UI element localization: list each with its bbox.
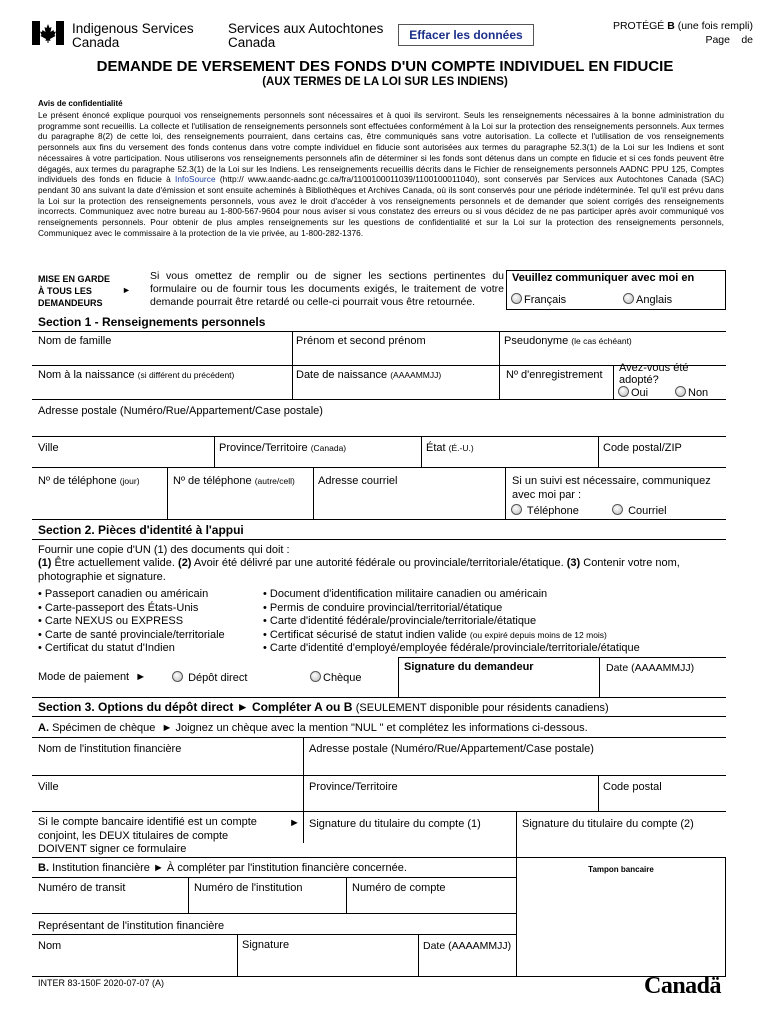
section2-criteria: (1) Être actuellement valide. (2) Avoir été délivré par une autorité fédérale ou provinciale/territoriale/étatique. (3) Contenir votre nom, photographie et signature. [38, 557, 680, 583]
province-field[interactable]: Province/Territoire (Canada) [219, 442, 347, 454]
list-item: • Passeport canadien ou américain [38, 588, 225, 602]
org-name-fr: Services aux Autochtones Canada [228, 21, 384, 50]
language-label: Veuillez communiquer avec moi en [512, 272, 695, 284]
section2-title: Section 2. Pièces d'identité à l'appui [38, 523, 244, 537]
radio-button-icon[interactable] [618, 386, 629, 397]
list-item: • Carte d'identité d'employé/employée fédérale/provinciale/territoriale/étatique [263, 642, 640, 656]
institution-city-field[interactable]: Ville [38, 781, 59, 793]
canada-wordmark-logo: Canadä [644, 973, 722, 999]
registration-number-field[interactable]: Nº d'enregistrement [506, 369, 603, 381]
adopted-no-option[interactable]: Non [675, 386, 708, 399]
list-item: • Permis de conduire provincial/territorial/étatique [263, 602, 640, 616]
last-name-field[interactable]: Nom de famille [38, 335, 112, 347]
form-subtitle: (AUX TERMES DE LA LOI SUR LES INDIENS) [262, 76, 508, 88]
language-en-option[interactable]: Anglais [623, 293, 672, 306]
id-list-left [38, 588, 225, 656]
arrow-icon: ► [122, 285, 131, 295]
phone-other-field[interactable]: Nº de téléphone (autre/cell) [173, 475, 295, 487]
rep-name-field[interactable]: Nom [38, 940, 62, 952]
account-number-field[interactable]: Numéro de compte [352, 882, 446, 894]
adopted-question: Avez-vous été adopté? [619, 362, 689, 386]
transit-number-field[interactable]: Numéro de transit [38, 882, 126, 894]
postal-code-field[interactable]: Code postal/ZIP [603, 442, 682, 454]
language-fr-option[interactable]: Français [511, 293, 566, 306]
radio-button-icon[interactable] [612, 504, 623, 515]
followup-phone-option[interactable]: Téléphone [511, 504, 579, 517]
radio-button-icon[interactable] [172, 671, 183, 682]
org-name-en: Indigenous Services Canada [72, 21, 194, 50]
list-item: • Certificat du statut d'Indien [38, 642, 225, 656]
form-number: INTER 83-150F 2020-07-07 (A) [38, 978, 165, 988]
city-field[interactable]: Ville [38, 442, 59, 454]
section1-title: Section 1 - Renseignements personnels [38, 315, 266, 329]
institution-address-field[interactable]: Adresse postale (Numéro/Rue/Appartement/Case postale) [309, 743, 594, 755]
section3-title: Section 3. Options du dépôt direct ► Compléter A ou B (SEULEMENT disponible pour résidents canadiens) [38, 700, 609, 714]
mailing-address-field[interactable]: Adresse postale (Numéro/Rue/Appartement/Case postale) [38, 405, 323, 417]
applicant-signature-field[interactable]: Signature du demandeur [404, 661, 534, 673]
list-item: • Certificat sécurisé de statut indien valide (ou expiré depuis moins de 12 mois) [263, 629, 640, 643]
list-item: • Document d'identification militaire canadien ou américain [263, 588, 640, 602]
adopted-yes-option[interactable]: Oui [618, 386, 648, 399]
option-b-label: B. Institution financière ► À compléter par l'institution financière concernée. [38, 862, 407, 874]
phone-day-field[interactable]: Nº de téléphone (jour) [38, 475, 140, 487]
signature-date-field[interactable]: Date (AAAAMMJJ) [606, 662, 695, 674]
list-item: • Carte de santé provinciale/territoriale [38, 629, 225, 643]
payment-direct-option[interactable]: Dépôt direct [172, 671, 247, 684]
privacy-notice: Le présent énoncé explique pourquoi vos renseignements personnels sont nécessaires et à quoi ils serviront. Seuls les renseignements nécessaires à la bonne administration du programme sont recueillis. La collecte et l'utilisation de renseignements personnels sont effectuées conformément à la Loi sur la protection des renseignements personnels. Aux termes du paragraphe 8(2) de cette loi, des renseignements pourraient, dans certains cas, être communiqués sans votre autorisation. La collecte et l'utilisation de vos renseignements personnels aux fins du versement des fonds contenus dans votre compte individuel en fiducie sont autorisées aux termes du paragraphe 52.3(1) de la Loi sur les Indiens et sont nécessaires à votre participation. Nous utiliserons vos renseignements personnels afin de déterminer si les fonds sont détenus dans un compte en fiducie et si ces fonds peuvent être dégagés, aux termes du paragraphe 52.3(1) de la Loi sur les Indiens. Les renseignements recueillis décrits dans le Fichier de renseignements personnels AADNC PPU 125, Comptes individuels des fonds en fiducie à InfoSource (http:// www.aandc-aadnc.gc.ca/fra/1100100011039/1100100011040), sont conservés par Services aux Autochtones Canada (SAC) pendant 30 ans suivant la date d'émission et sont ensuite acheminés à Bibliothèques et Archives Canada, où ils sont conservés pour une période indéterminée. Tel qu'il est prévu dans la Loi sur la protection des renseignements personnels, vous avez le droit d'accéder à vos renseignements personnels et de demander que soient corrigés des renseignements incorrects. Communiquez avec notre bureau au 1-800-567-9604 pour nous aviser si vous constatez des erreurs ou si vous décidez de ne pas participer après avoir communiqué vos renseignements personnels. Pour obtenir de plus amples renseignements sur les questions de confidentialité et sur la Loi sur la protection des renseignements personnels, Communiquez avec le commissaire à la protection de la vie privée, au 1-800-282-1376. [38, 110, 724, 238]
followup-email-option[interactable]: Courriel [612, 504, 667, 517]
radio-button-icon[interactable] [310, 671, 321, 682]
page-label: Page [705, 34, 730, 46]
rep-signature-field[interactable]: Signature [242, 939, 290, 951]
institution-name-field[interactable]: Nom de l'institution financière [38, 743, 182, 755]
radio-button-icon[interactable] [623, 293, 634, 304]
pseudonym-field[interactable]: Pseudonyme (le cas échéant) [504, 335, 632, 347]
arrow-icon: ► [289, 817, 300, 829]
protected-label: PROTÉGÉ B (une fois rempli) [612, 20, 753, 32]
institution-number-field[interactable]: Numéro de l'institution [194, 882, 303, 894]
page-of: de [741, 34, 753, 46]
list-item: • Carte d'identité fédérale/provinciale/territoriale/étatique [263, 615, 640, 629]
form-title: DEMANDE DE VERSEMENT DES FONDS D'UN COMPTE INDIVIDUEL EN FIDUCIE [96, 58, 674, 75]
canada-flag-icon [32, 21, 64, 45]
radio-button-icon[interactable] [511, 293, 522, 304]
birth-name-field[interactable]: Nom à la naissance (si différent du précédent) [38, 369, 235, 381]
list-item: • Carte NEXUS ou EXPRESS [38, 615, 225, 629]
infosource-link[interactable]: InfoSource [174, 174, 216, 185]
rep-date-field[interactable]: Date (AAAAMMJJ) [423, 940, 512, 952]
first-name-field[interactable]: Prénom et second prénom [296, 335, 426, 347]
clear-data-button[interactable]: Effacer les données [398, 24, 534, 46]
privacy-heading: Avis de confidentialité [38, 99, 123, 108]
list-item: • Carte-passeport des États-Unis [38, 602, 225, 616]
institution-postal-field[interactable]: Code postal [603, 781, 662, 793]
date-of-birth-field[interactable]: Date de naissance (AAAAMMJJ) [296, 369, 442, 381]
institution-province-field[interactable]: Province/Territoire [309, 781, 398, 793]
warning-text: Si vous omettez de remplir ou de signer les sections pertinentes du formulaire ou de fournir tous les documents exigés, le traitement de votre demande pourrait être retardé ou celle-ci pourrait vous être retournée. [150, 270, 504, 308]
joint-account-note: Si le compte bancaire identifié est un compte conjoint, les DEUX titulaires de compte DOIVENT signer ce formulaire [38, 816, 257, 855]
holder-signature-1-field[interactable]: Signature du titulaire du compte (1) [309, 818, 481, 830]
id-list-right [263, 588, 640, 656]
section2-intro: Fournir une copie d'UN (1) des documents qui doit : [38, 544, 290, 556]
radio-button-icon[interactable] [675, 386, 686, 397]
payment-method-label: Mode de paiement ► [38, 671, 147, 683]
holder-signature-2-field[interactable]: Signature du titulaire du compte (2) [522, 818, 694, 830]
radio-button-icon[interactable] [511, 504, 522, 515]
email-field[interactable]: Adresse courriel [318, 475, 398, 487]
followup-label: Si un suivi est nécessaire, communiquez avec moi par : [512, 475, 711, 501]
option-a-label: A. Spécimen de chèque ► Joignez un chèque avec la mention "NUL " et complétez les informations ci-dessous. [38, 722, 588, 734]
warning-label: MISE EN GARDE À TOUS LES DEMANDEURS [38, 274, 111, 308]
institution-rep-label: Représentant de l'institution financière [38, 920, 225, 932]
bank-stamp-area[interactable]: Tampon bancaire [588, 865, 654, 874]
state-field[interactable]: État (É.-U.) [426, 442, 474, 454]
payment-cheque-option[interactable]: Chèque [310, 671, 362, 684]
